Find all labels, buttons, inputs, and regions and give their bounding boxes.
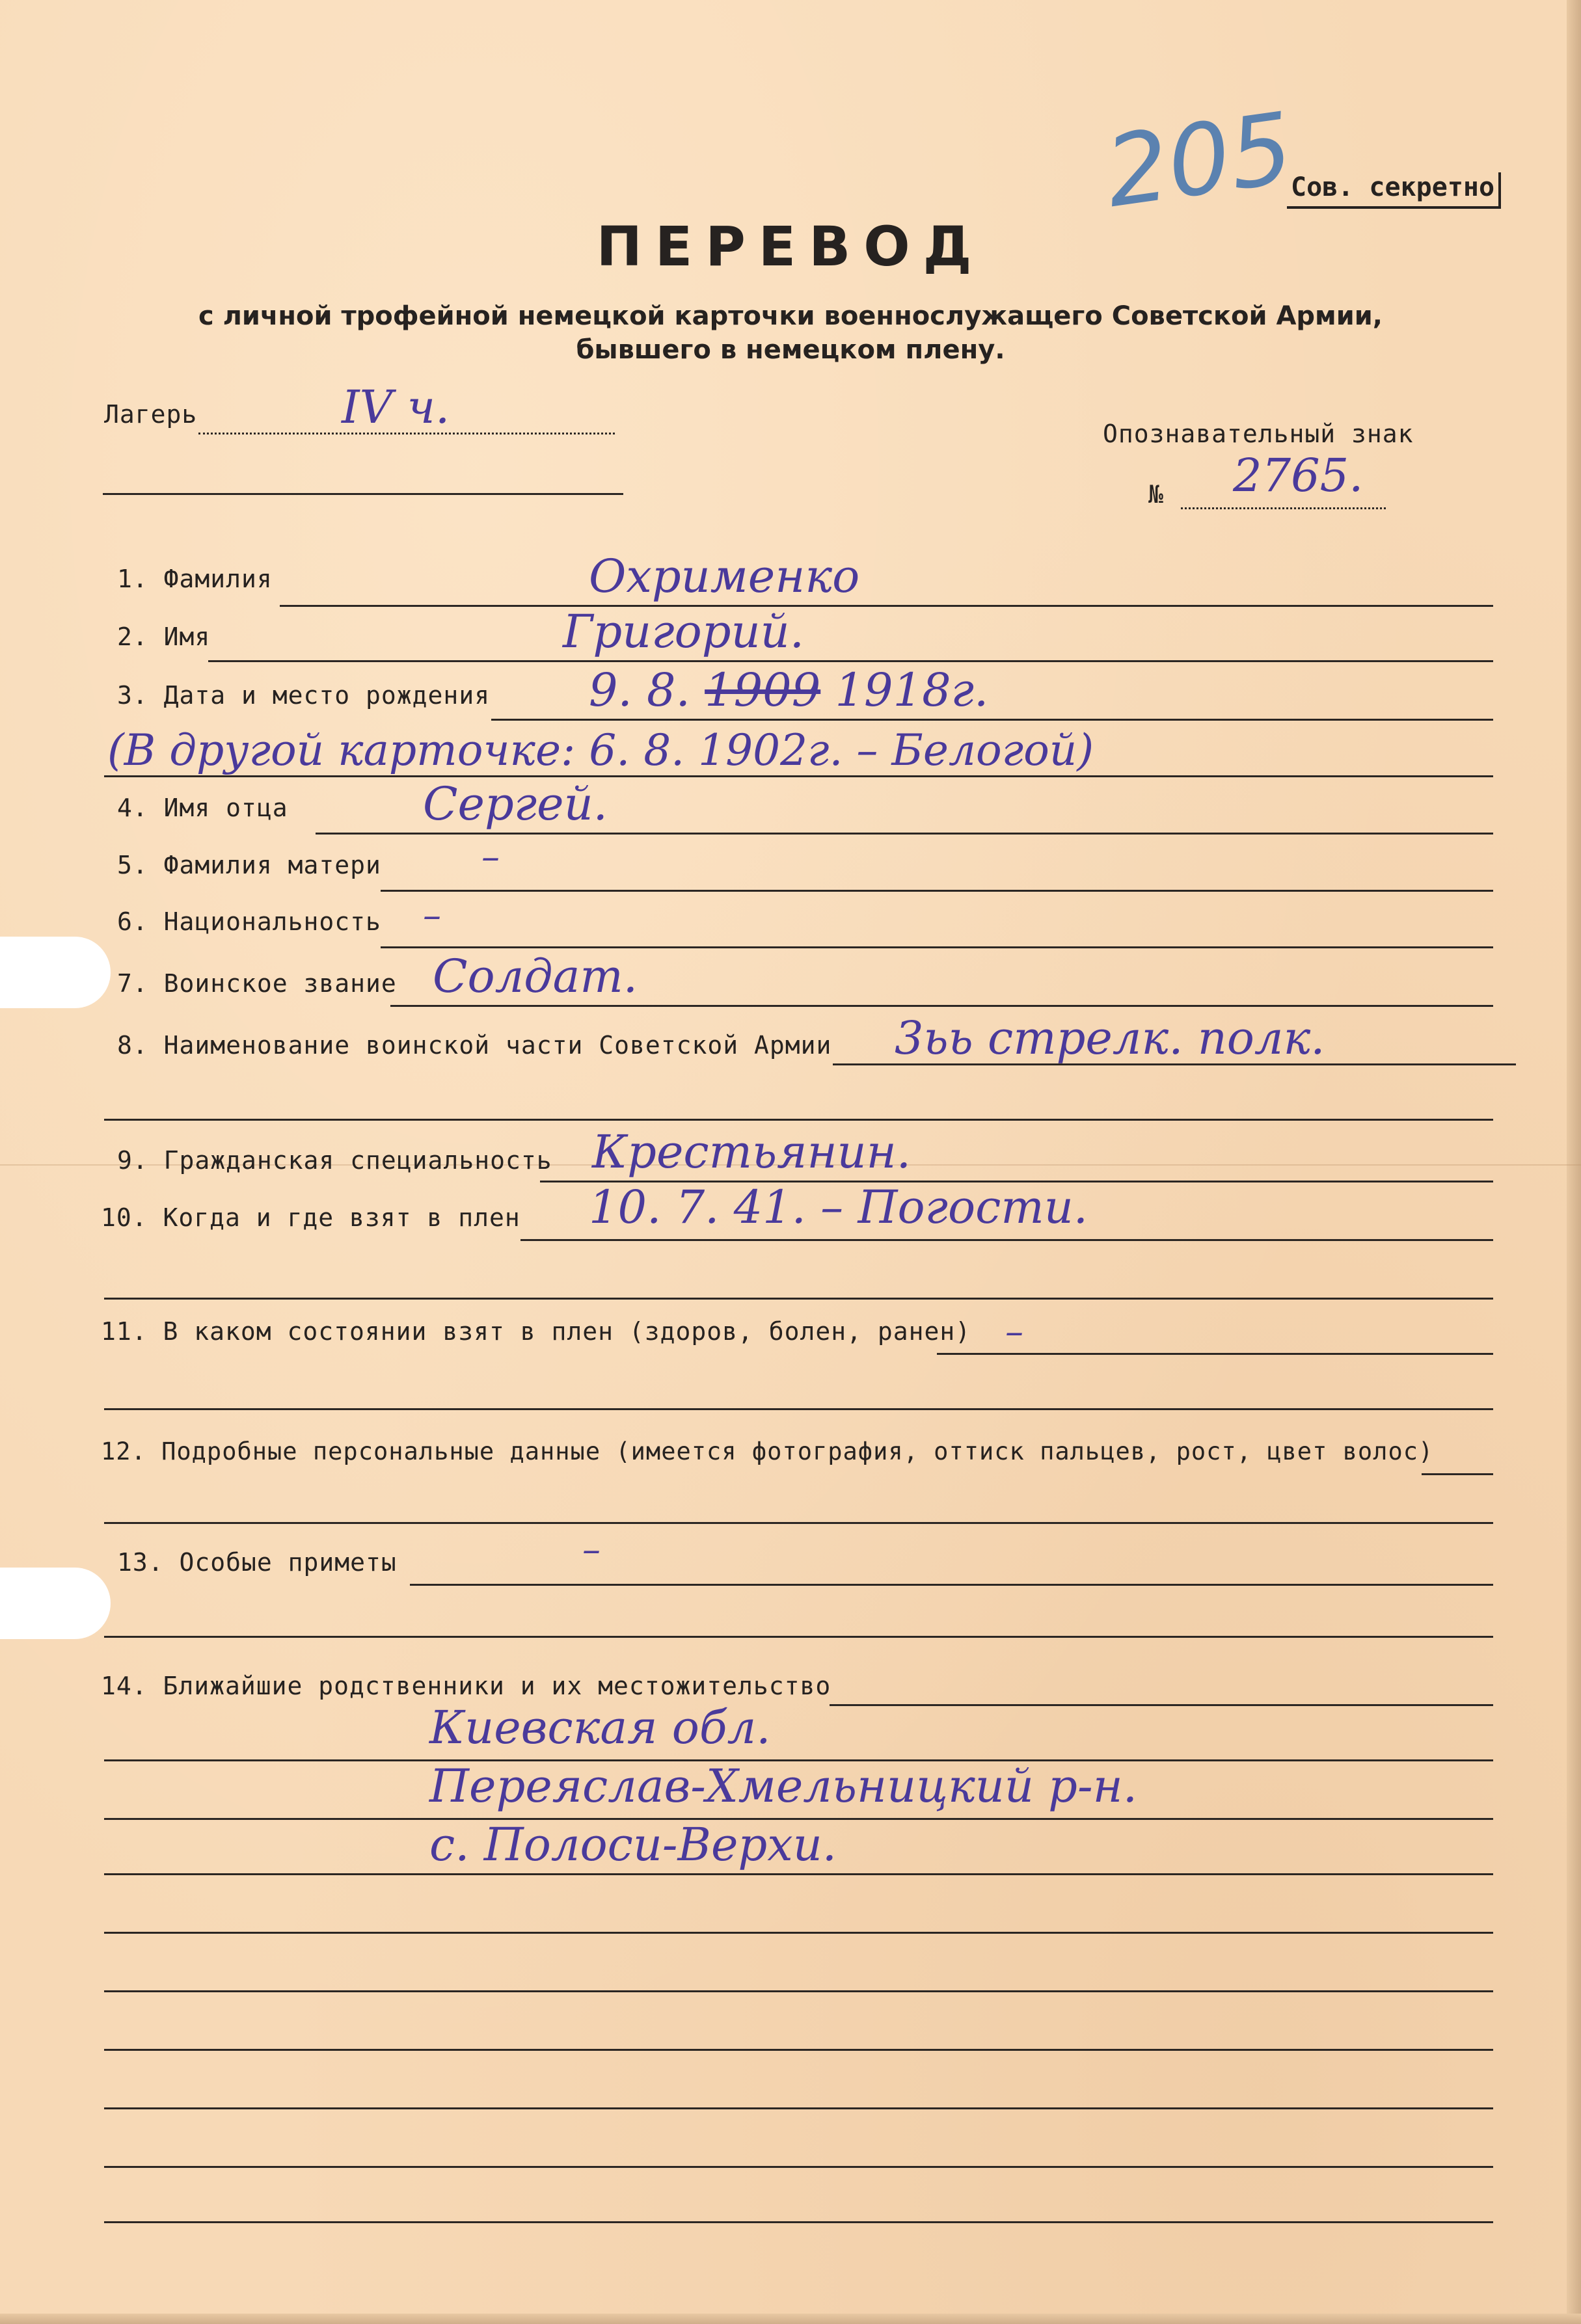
field-6-value: –: [423, 894, 441, 937]
field-12-extra-line: [104, 1522, 1493, 1524]
field-3-label: 3. Дата и место рождения: [117, 681, 491, 710]
field-5-label: 5. Фамилия матери: [117, 851, 381, 879]
field-10-label: 10. Когда и где взят в плен: [101, 1203, 520, 1232]
field-8-value: 3ьь стрелк. полк.: [895, 1011, 1325, 1065]
field-1-line: [280, 605, 1493, 607]
archive-number-handwritten: 205: [1099, 91, 1300, 230]
binder-hole-upper: [0, 937, 111, 1008]
field-13-value: –: [582, 1529, 601, 1571]
field-4-value: Сергей.: [423, 777, 608, 831]
field-14-line: [830, 1704, 1493, 1706]
field-3-value: [589, 663, 988, 717]
field-10-line: [520, 1239, 1493, 1241]
field-14-value-line1: Киевская обл.: [429, 1701, 771, 1754]
camp-label: Лагерь: [104, 400, 198, 429]
field-8-label: 8. Наименование воинской части Советской Армии: [117, 1031, 832, 1060]
field-2-value: Григорий.: [563, 605, 804, 658]
field-11-extra-line: [104, 1408, 1493, 1410]
field-1-value: Охрименко: [589, 550, 860, 603]
field-14-line-9: [104, 2166, 1493, 2168]
field-14-line-8: [104, 2107, 1493, 2109]
paper-edge-bottom: [0, 2314, 1581, 2324]
field-4-line: [316, 833, 1493, 835]
field-13-line: [410, 1584, 1493, 1586]
field-10-value: 10. 7. 41. – Погости.: [589, 1181, 1088, 1234]
field-14-label: 14. Ближайшие родственники и их местожительство: [101, 1672, 831, 1700]
field-10-extra-line: [104, 1298, 1493, 1300]
field-3-value-year: 1918г.: [835, 663, 989, 717]
field-3-value-day: 9. 8.: [589, 663, 690, 717]
document-subtitle-line1: с личной трофейной немецкой карточки военнослужащего Советской Армии,: [198, 301, 1383, 331]
field-12-line: [1422, 1473, 1493, 1475]
document-title: ПЕРЕВОД: [596, 215, 985, 278]
field-14-value-line2: Переяслав-Хмельницкий р-н.: [429, 1759, 1138, 1813]
field-14-line-10: [104, 2221, 1493, 2223]
camp-value: IV ч.: [342, 381, 450, 434]
field-3-extra-line: [104, 775, 1493, 777]
field-14-line-7: [104, 2049, 1493, 2051]
id-tag-number-prefix: №: [1148, 480, 1164, 509]
field-7-label: 7. Воинское звание: [117, 969, 397, 998]
field-3-value-struck-year: 1909: [705, 663, 821, 717]
classification-stamp: Сов. секретно: [1287, 172, 1501, 209]
field-14-value-line3: с. Полоси-Верхи.: [429, 1818, 837, 1871]
field-3-value-note: (В другой карточке: 6. 8. 1902г. – Белогой): [107, 725, 1094, 775]
field-2-line: [208, 660, 1493, 662]
field-7-value: Солдат.: [433, 950, 638, 1003]
field-3-line: [491, 719, 1493, 721]
field-1-label: 1. Фамилия: [117, 565, 273, 593]
field-14-line-6: [104, 1990, 1493, 1992]
field-2-label: 2. Имя: [117, 622, 211, 651]
field-6-line: [381, 946, 1493, 948]
id-tag-dotted-line: [1181, 507, 1386, 509]
id-tag-value: 2765.: [1233, 449, 1364, 502]
field-9-label: 9. Гражданская специальность: [117, 1146, 552, 1175]
field-13-extra-line: [104, 1636, 1493, 1638]
field-13-label: 13. Особые приметы: [117, 1548, 397, 1577]
field-14-line-5: [104, 1932, 1493, 1934]
field-11-line: [937, 1353, 1493, 1355]
field-11-label: 11. В каком состоянии взят в плен (здоров, болен, ранен): [101, 1317, 971, 1346]
field-11-value: –: [1005, 1311, 1023, 1353]
field-5-line: [381, 890, 1493, 892]
field-8-extra-line: [104, 1119, 1493, 1121]
field-6-label: 6. Национальность: [117, 907, 381, 936]
field-7-line: [390, 1005, 1493, 1007]
field-12-label: 12. Подробные персональные данные (имеется фотография, оттиск пальцев, рост, цвет волос): [101, 1437, 1434, 1465]
field-9-value: Крестьянин.: [592, 1125, 911, 1179]
field-14-line-4: [104, 1873, 1493, 1875]
camp-extra-line: [103, 493, 623, 495]
id-tag-label: Опознавательный знак: [1103, 420, 1414, 448]
field-5-value: –: [481, 836, 500, 878]
field-4-label: 4. Имя отца: [117, 794, 288, 822]
binder-hole-lower: [0, 1568, 111, 1639]
document-subtitle-line2: бывшего в немецком плену.: [576, 335, 1005, 365]
